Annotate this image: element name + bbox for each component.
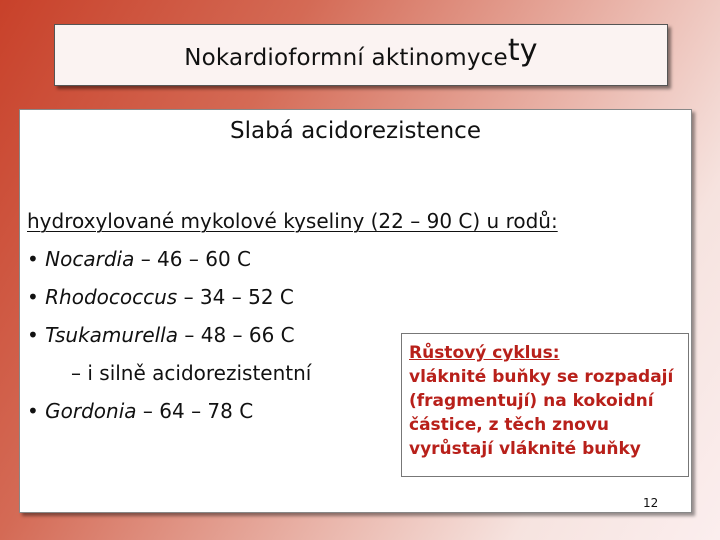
genus-range: – 64 – 78 C <box>136 399 254 423</box>
growth-cycle-line: částice, z těch znovu <box>409 415 610 435</box>
bullet: • <box>27 247 39 271</box>
slide-title <box>184 32 538 73</box>
growth-cycle-line: vláknité buňky se rozpadají <box>409 367 674 387</box>
genus-name: Nocardia <box>45 247 135 271</box>
genus-name: Gordonia <box>45 399 137 423</box>
slide-title-main: Nokardioformní aktinomyce <box>184 44 508 71</box>
intro-text: hydroxylované mykolové kyseliny (22 – 90 C) u rodů: <box>27 209 558 233</box>
slide-subtitle: Slabá acidorezistence <box>230 118 481 144</box>
genus-name: Tsukamurella <box>45 323 178 347</box>
slide-title-tail: ty <box>507 32 538 68</box>
genus-range: – 46 – 60 C <box>134 247 251 271</box>
bullet: • <box>27 323 39 347</box>
growth-cycle-box <box>401 333 689 477</box>
growth-cycle-line: (fragmentují) na kokoidní <box>409 391 654 411</box>
note-text: – i silně acidorezistentní <box>71 361 312 385</box>
bullet: • <box>27 285 39 309</box>
growth-cycle-heading: Růstový cyklus: <box>409 343 560 363</box>
title-box <box>54 24 668 86</box>
genus-name: Rhodococcus <box>45 285 178 309</box>
list-item-rhodococcus <box>27 278 558 316</box>
page-number: 12 <box>643 496 659 510</box>
intro-line <box>27 202 558 240</box>
list-item-nocardia <box>27 240 558 278</box>
bullet: • <box>27 399 39 423</box>
genus-range: – 48 – 66 C <box>178 323 295 347</box>
growth-cycle-line: vyrůstají vláknité buňky <box>409 439 641 459</box>
genus-range: – 34 – 52 C <box>177 285 294 309</box>
